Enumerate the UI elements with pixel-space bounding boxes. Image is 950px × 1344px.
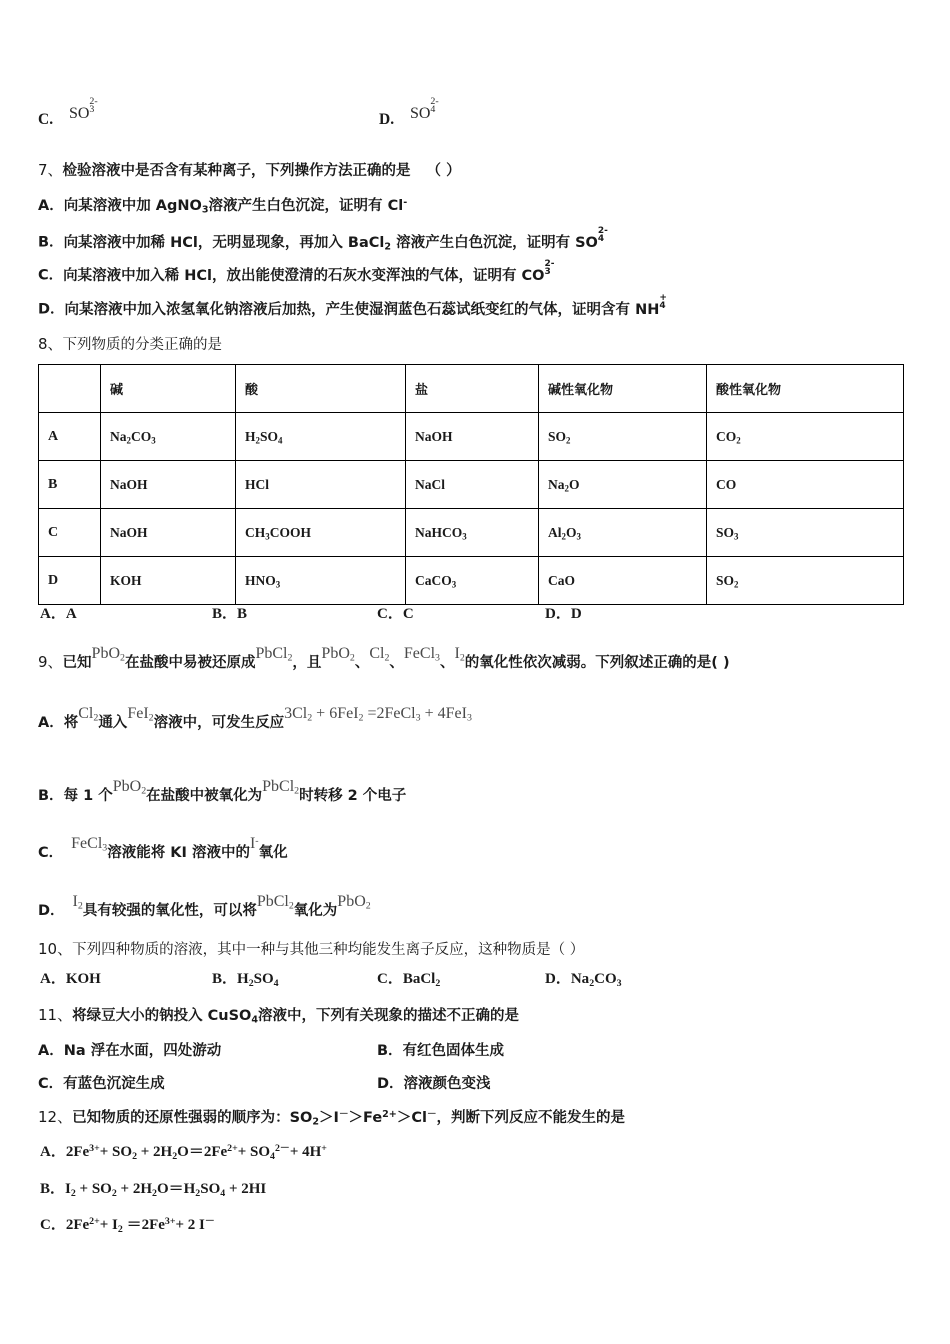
q10-stem-text: 下列四种物质的溶液，其中一种与其他三种均能发生离子反应，这种物质是（ ） <box>72 942 585 958</box>
q12-option-a-label: A． <box>40 1144 66 1160</box>
q10-option-b-label: B． <box>212 971 238 987</box>
q6-option-c <box>38 95 101 128</box>
table-cell: $SO_2$ <box>707 557 904 605</box>
q9-option-a-equation: $3Cl_2 + 6FeI_2$ =2FeCl$_3$ + 4FeI$_3$ <box>284 705 472 724</box>
table-header-row <box>39 365 904 413</box>
q8-answer-d: D．D <box>545 606 582 622</box>
q10-number: 10、 <box>38 940 73 958</box>
q12-option-c <box>40 1218 215 1233</box>
table-cell: CO <box>707 461 904 509</box>
table-row <box>39 461 904 509</box>
q9-option-b-t3: 时转移 2 个电子 <box>299 788 407 804</box>
q8-answer-c: C．C <box>377 606 414 622</box>
q7-option-d <box>38 293 670 318</box>
q9-option-d-formula-pbcl2: PbCl$_2$ <box>256 893 294 912</box>
q9-option-a-t1: 将 <box>63 715 79 731</box>
q9-option-d <box>38 893 371 919</box>
q8-stem <box>38 337 222 353</box>
q10-option-d-formula: $Na_2CO_3$ <box>570 971 622 989</box>
q11-stem-text: 将绿豆大小的钠投入 CuSO$_4$溶液中，下列有关现象的描述不正确的是 <box>72 1008 520 1026</box>
table-cell: CaCO$_3$ <box>406 557 539 605</box>
table-cell: CaO <box>539 557 707 605</box>
q11-option-c-label: C． <box>38 1076 64 1092</box>
q8-number: 8、 <box>38 335 63 353</box>
q9-stem-part2: 在盐酸中易被还原成 <box>124 655 256 671</box>
q10-option-a-label: A． <box>40 971 66 987</box>
q10-stem <box>38 942 584 958</box>
table-cell: NaOH <box>101 509 236 557</box>
classification-table <box>38 364 904 605</box>
q9-formula-pbo2-b: PbO$_2$ <box>321 645 355 664</box>
table-header-acid: 酸 <box>236 365 406 413</box>
q9-option-c-formula-iodide: I- <box>249 835 259 852</box>
q9-formula-fecl3: FeCl$_3$ <box>403 645 440 664</box>
q9-sep-1: 、 <box>354 655 370 671</box>
q9-option-c <box>38 835 288 861</box>
q11-option-b-text: 有红色固体生成 <box>402 1043 505 1059</box>
q7-option-d-label: D． <box>38 301 65 318</box>
q9-option-d-t2: 氧化为 <box>293 903 338 919</box>
q10-option-c <box>377 972 440 987</box>
q9-stem-part1: 已知 <box>62 655 92 671</box>
table-cell: NaCl <box>406 461 539 509</box>
table-header-salt: 盐 <box>406 365 539 413</box>
q9-option-c-formula-fecl3: FeCl$_3$ <box>71 835 108 854</box>
q12-option-b-equation: $I_2 + SO_2 + 2H_2O=H_2SO_4 + 2HI$ <box>65 1181 267 1199</box>
q11-option-c-text: 有蓝色沉淀生成 <box>63 1076 165 1092</box>
table-cell: $SO_3$ <box>707 509 904 557</box>
q11-option-b <box>377 1043 504 1059</box>
q9-option-d-t1: 具有较强的氧化性，可以将 <box>82 903 257 919</box>
q9-option-d-formula-pbo2: PbO$_2$ <box>337 893 371 912</box>
q10-option-a-formula: KOH <box>65 971 101 987</box>
table-row <box>39 413 904 461</box>
q11-number: 11、 <box>38 1006 73 1024</box>
q8-answer-b: B．B <box>212 606 248 622</box>
table-header-basic-oxide: 碱性氧化物 <box>539 365 707 413</box>
table-cell: NaOH <box>406 413 539 461</box>
table-cell: $Na_2O$ <box>539 461 707 509</box>
q7-stem-text: 检验溶液中是否含有某种离子，下列操作方法正确的是 <box>62 163 411 179</box>
q11-option-c <box>38 1076 165 1092</box>
q11-option-a-text: Na 浮在水面，四处游动 <box>63 1043 222 1059</box>
q9-stem-part3: ，且 <box>292 655 322 671</box>
q7-option-c-text: 向某溶液中加入稀 HCl，放出能使澄清的石灰水变浑浊的气体，证明有 CO 2- 3 <box>63 259 555 284</box>
q6-option-d-label: D. <box>379 111 395 128</box>
q12-option-c-label: C． <box>40 1217 66 1233</box>
table-cell: $CO_2$ <box>707 413 904 461</box>
q9-option-b <box>38 778 407 804</box>
q10-option-d <box>545 972 622 987</box>
q9-stem <box>38 645 730 671</box>
q10-option-b-formula: $H_2SO_4$ <box>237 971 279 989</box>
q10-option-d-label: D． <box>545 971 571 987</box>
q11-option-d-text: 溶液颜色变浅 <box>403 1076 491 1092</box>
q10-option-c-label: C． <box>377 971 403 987</box>
q9-number: 9、 <box>38 653 63 671</box>
table-cell: $H_2SO_4$ <box>236 413 406 461</box>
q10-option-b <box>212 972 279 987</box>
q9-formula-i2: $I_2$ <box>454 645 465 664</box>
q9-formula-pbo2-a: PbO$_2$ <box>91 645 125 664</box>
q9-option-b-t1: 每 1 个 <box>63 788 113 804</box>
q8-answer-a: A．A <box>40 606 77 622</box>
table-cell: KOH <box>101 557 236 605</box>
q9-option-a-label: A． <box>38 715 64 731</box>
table-cell: $HNO_3$ <box>236 557 406 605</box>
q9-option-c-t2: 氧化 <box>258 845 288 861</box>
q7-answer-bracket: （ ） <box>426 163 461 179</box>
table-cell: HCl <box>236 461 406 509</box>
table-cell: $Na_2CO_3$ <box>101 413 236 461</box>
q10-option-a <box>40 972 101 987</box>
q11-option-d <box>377 1076 491 1092</box>
q12-stem-text: 已知物质的还原性强弱的顺序为：$SO_2>I^->Fe^{2+}>Cl^-$，判断下列反应不能发生的是 <box>72 1109 626 1128</box>
q12-option-b-label: B． <box>40 1181 66 1197</box>
q7-option-a-text: 向某溶液中加 AgNO$_3$溶液产生白色沉淀，证明有 Cl- <box>63 197 408 216</box>
q12-stem <box>38 1110 625 1126</box>
q11-option-a-label: A． <box>38 1043 64 1059</box>
q12-option-b <box>40 1182 266 1197</box>
q7-option-b <box>38 226 608 253</box>
q6-option-d <box>379 95 442 128</box>
table-cell: $SO_2$ <box>539 413 707 461</box>
table-cell: $CH_3COOH$ <box>236 509 406 557</box>
q9-option-a-formula-cl2: $Cl_2$ <box>78 705 99 724</box>
table-header-acidic-oxide: 酸性氧化物 <box>707 365 904 413</box>
table-cell: $Al_2O_3$ <box>539 509 707 557</box>
table-row <box>39 509 904 557</box>
q11-stem <box>38 1008 519 1024</box>
q9-formula-pbcl2: PbCl$_2$ <box>255 645 293 664</box>
q9-formula-cl2: $Cl_2$ <box>369 645 390 664</box>
q6-option-c-formula: SO 2- 3 <box>68 95 98 122</box>
q8-stem-text: 下列物质的分类正确的是 <box>62 337 223 353</box>
q9-option-a-formula-fei2: FeI$_2$ <box>127 705 154 724</box>
q9-option-d-formula-i2: $I_2$ <box>72 893 83 912</box>
q9-option-c-label: C． <box>38 845 64 861</box>
q6-option-c-label: C. <box>38 111 54 128</box>
q9-stem-part4: 的氧化性依次减弱。下列叙述正确的是 <box>464 655 712 671</box>
q11-option-b-label: B． <box>377 1043 403 1059</box>
q10-option-c-formula: BaCl$_2$ <box>402 971 441 989</box>
q6-option-d-formula: SO 2- 4 <box>409 95 439 122</box>
q12-number: 12、 <box>38 1108 73 1126</box>
table-cell: NaHCO$_3$ <box>406 509 539 557</box>
table-row-index: D <box>39 557 101 605</box>
q7-option-a <box>38 198 407 214</box>
q9-option-a <box>38 705 472 731</box>
q9-option-b-formula-pbcl2: PbCl$_2$ <box>262 778 300 797</box>
q9-option-a-t3: 溶液中，可发生反应 <box>153 715 285 731</box>
q7-option-a-label: A． <box>38 198 64 214</box>
q11-option-d-label: D． <box>377 1076 404 1092</box>
q7-option-c-label: C． <box>38 267 64 284</box>
table-cell: NaOH <box>101 461 236 509</box>
table-row-index: A <box>39 413 101 461</box>
q12-option-c-equation: $2Fe^{2+}+ I_2 =2Fe^{3+}+ 2$ I－ <box>65 1216 215 1235</box>
q9-option-b-t2: 在盐酸中被氧化为 <box>146 788 263 804</box>
q12-option-a <box>40 1145 327 1160</box>
table-header-base: 碱 <box>101 365 236 413</box>
q9-option-a-t2: 通入 <box>98 715 128 731</box>
q9-option-b-formula-pbo2: PbO$_2$ <box>112 778 147 797</box>
q9-sep-2: 、 <box>389 655 404 671</box>
q7-option-d-text: 向某溶液中加入浓氢氧化钠溶液后加热，产生使湿润蓝色石蕊试纸变红的气体，证明含有 NH + 4 <box>64 293 667 318</box>
q7-option-c <box>38 259 555 284</box>
q9-option-d-label: D． <box>38 903 65 919</box>
table-row-index: C <box>39 509 101 557</box>
q9-option-b-label: B． <box>38 788 64 804</box>
q12-option-a-equation: $2Fe^{3+}+ SO_2 + 2H_2O=2Fe^{2+}+ SO_4^{2-}+ 4H^+$ <box>65 1143 327 1162</box>
q7-stem <box>38 163 461 179</box>
q9-answer-bracket: ( ) <box>711 655 730 671</box>
q11-option-a <box>38 1043 221 1059</box>
table-row-index: B <box>39 461 101 509</box>
q9-option-c-t1: 溶液能将 KI 溶液中的 <box>107 845 250 861</box>
q7-number: 7、 <box>38 161 63 179</box>
q7-option-b-text: 向某溶液中加稀 HCl，无明显现象，再加入 BaCl$_2$ 溶液产生白色沉淀，证明有 SO 2- 4 <box>63 226 608 253</box>
table-header-index <box>39 365 101 413</box>
q7-option-b-label: B． <box>38 234 64 251</box>
q9-sep-3: 、 <box>439 655 455 671</box>
table-row <box>39 557 904 605</box>
